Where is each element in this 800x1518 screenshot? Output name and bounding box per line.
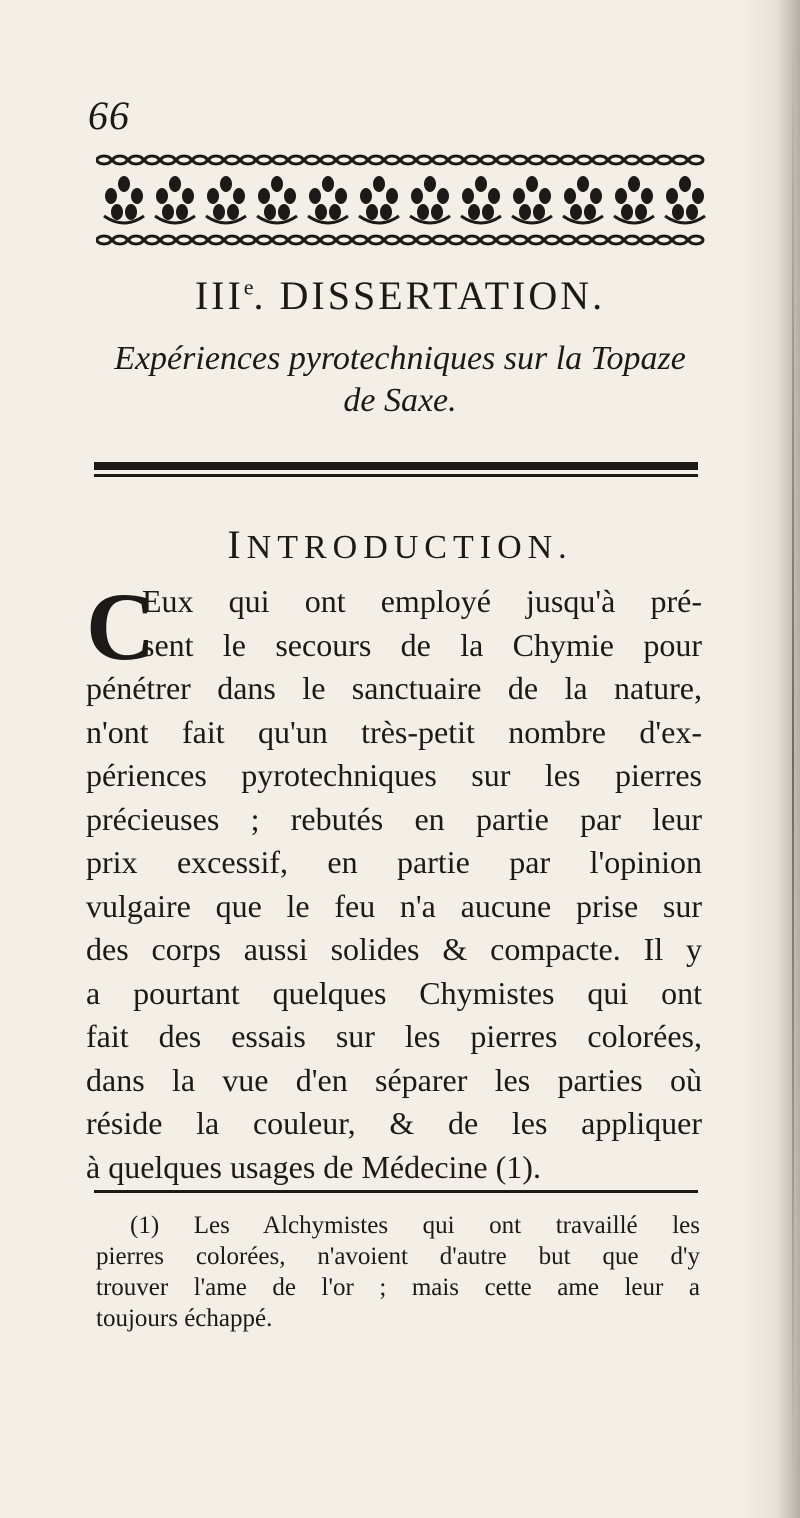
ornament-chain-link bbox=[321, 156, 335, 164]
ornament-chain-link bbox=[353, 236, 367, 244]
ornament-chain-link bbox=[545, 156, 559, 164]
ornament-chain-link bbox=[193, 236, 207, 244]
ornament-chain-link bbox=[161, 236, 175, 244]
ornament-chain-link bbox=[417, 236, 431, 244]
ornament-chain-link bbox=[385, 236, 399, 244]
ornament-chain-link bbox=[577, 236, 591, 244]
subtitle-line-2: de Saxe. bbox=[343, 382, 457, 419]
ornament-chain-link bbox=[673, 236, 687, 244]
body-line: à quelques usages de Médecine (1). bbox=[86, 1148, 541, 1185]
body-line: précieuses ; rebutés en partie par leur bbox=[86, 800, 702, 837]
ornament-chain-link bbox=[561, 156, 575, 164]
ornament-chain-link bbox=[257, 156, 271, 164]
fleuron-icon bbox=[410, 176, 450, 223]
ornament-chain-link bbox=[225, 236, 239, 244]
drop-cap: C bbox=[86, 573, 156, 680]
body-line: périences pyrotechniques sur les pierres bbox=[86, 757, 702, 793]
section-title: INTRODUCTION. bbox=[227, 522, 573, 567]
page-edge-shadow bbox=[740, 0, 800, 1518]
ornament-chain-link bbox=[593, 236, 607, 244]
body-line: réside la couleur, & de les appliquer bbox=[86, 1105, 702, 1141]
fleuron-icon bbox=[206, 176, 246, 223]
dissertation-subtitle bbox=[0, 338, 800, 422]
ornament-chain-link bbox=[161, 156, 175, 164]
divider-thin bbox=[94, 474, 698, 477]
divider-thick bbox=[94, 462, 698, 470]
page-edge-line bbox=[792, 40, 794, 1480]
ornament-chain-link bbox=[449, 156, 463, 164]
ornament-chain-link bbox=[465, 236, 479, 244]
ornament-chain-link bbox=[497, 156, 511, 164]
ornament-chain-link bbox=[609, 156, 623, 164]
ornament-chain-link bbox=[561, 236, 575, 244]
ornament-chain-link bbox=[593, 156, 607, 164]
ornament-chain-bottom bbox=[97, 236, 703, 244]
ornament-chain-link bbox=[177, 156, 191, 164]
ornament-chain-link bbox=[97, 236, 111, 244]
ornament-chain-link bbox=[145, 156, 159, 164]
ornament-chain-link bbox=[337, 156, 351, 164]
fleuron-icon bbox=[614, 176, 654, 223]
ornament-chain-link bbox=[145, 236, 159, 244]
ornament-chain-link bbox=[401, 236, 415, 244]
ornament-chain-link bbox=[465, 156, 479, 164]
footnote-line: trouver l'ame de l'or ; mais cette ame leur a bbox=[96, 1274, 700, 1301]
fleuron-icon bbox=[359, 176, 399, 223]
ornament-chain-link bbox=[369, 236, 383, 244]
ornament-chain-link bbox=[385, 156, 399, 164]
ornament-chain-link bbox=[497, 236, 511, 244]
ornament-chain-link bbox=[545, 236, 559, 244]
fleuron-icon bbox=[461, 176, 501, 223]
ornament-chain-link bbox=[257, 236, 271, 244]
footnote bbox=[96, 1210, 700, 1334]
ornament-chain-link bbox=[193, 156, 207, 164]
body-line: a pourtant quelques Chymistes qui ont bbox=[86, 974, 702, 1011]
ornament-chain-top bbox=[97, 156, 703, 164]
body-line: vulgaire que le feu n'a aucune prise sur bbox=[86, 887, 702, 924]
ornament-chain-link bbox=[481, 236, 495, 244]
body-line: n'ont fait qu'un très-petit nombre d'ex- bbox=[86, 713, 702, 750]
ornament-chain-link bbox=[481, 156, 495, 164]
ornament-chain-link bbox=[625, 236, 639, 244]
ornament-chain-link bbox=[305, 156, 319, 164]
ornament-chain-link bbox=[657, 236, 671, 244]
ornament-chain-link bbox=[305, 236, 319, 244]
body-line: pénétrer dans le sanctuaire de la nature, bbox=[86, 670, 702, 706]
ornament-chain-link bbox=[401, 156, 415, 164]
ornament-chain-link bbox=[513, 236, 527, 244]
ornament-chain-link bbox=[97, 156, 111, 164]
ornament-chain-link bbox=[177, 236, 191, 244]
ornament-chain-link bbox=[417, 156, 431, 164]
fleuron-icon bbox=[665, 176, 705, 223]
footnote-line: (1) Les Alchymistes qui ont travaillé les bbox=[130, 1212, 700, 1239]
ornament-chain-link bbox=[113, 156, 127, 164]
ornament-chain-link bbox=[113, 236, 127, 244]
ornament-chain-link bbox=[577, 156, 591, 164]
ornament-chain-link bbox=[689, 156, 703, 164]
ornament-chain-link bbox=[529, 156, 543, 164]
ornament-chain-link bbox=[609, 236, 623, 244]
ornament-chain-link bbox=[689, 236, 703, 244]
ornament-chain-link bbox=[273, 236, 287, 244]
page-number: 66 bbox=[88, 93, 130, 138]
fleuron-icon bbox=[512, 176, 552, 223]
ornament-chain-link bbox=[241, 236, 255, 244]
body-line: fait des essais sur les pierres colorées, bbox=[86, 1018, 702, 1054]
ornament-chain-link bbox=[273, 156, 287, 164]
decorative-ornament-band bbox=[96, 150, 706, 250]
ornament-chain-link bbox=[353, 156, 367, 164]
ornament-chain-link bbox=[433, 236, 447, 244]
ornament-chain-link bbox=[673, 156, 687, 164]
body-line: sent le secours de la Chymie pour bbox=[142, 626, 702, 663]
fleuron-icon bbox=[155, 176, 195, 223]
ornament-chain-link bbox=[241, 156, 255, 164]
ornament-chain-link bbox=[449, 236, 463, 244]
body-line: dans la vue d'en séparer les parties où bbox=[86, 1061, 702, 1098]
subtitle-line-1: Expériences pyrotechniques sur la Topaze bbox=[114, 340, 686, 377]
ornament-chain-link bbox=[657, 156, 671, 164]
ornament-chain-link bbox=[337, 236, 351, 244]
fleuron-icon bbox=[104, 176, 144, 223]
footnote-divider bbox=[94, 1190, 698, 1193]
ornament-chain-link bbox=[209, 156, 223, 164]
fleuron-icon bbox=[257, 176, 297, 223]
ornament-chain-link bbox=[369, 156, 383, 164]
dissertation-heading: IIIe. DISSERTATION. bbox=[194, 273, 606, 318]
fleuron-icon bbox=[563, 176, 603, 223]
body-line: prix excessif, en partie par l'opinion bbox=[86, 844, 702, 880]
body-paragraph bbox=[86, 573, 702, 1189]
ornament-chain-link bbox=[289, 156, 303, 164]
ornament-chain-link bbox=[513, 156, 527, 164]
ornament-chain-link bbox=[289, 236, 303, 244]
ornament-chain-link bbox=[529, 236, 543, 244]
ornament-chain-link bbox=[641, 236, 655, 244]
ornament-chain-link bbox=[641, 156, 655, 164]
ornament-chain-link bbox=[625, 156, 639, 164]
footnote-line: toujours échappé. bbox=[96, 1305, 273, 1332]
ornament-chain-link bbox=[225, 156, 239, 164]
footnote-line: pierres colorées, n'avoient d'autre but que d'y bbox=[96, 1243, 700, 1270]
fleuron-icon bbox=[308, 176, 348, 223]
ornament-chain-link bbox=[129, 156, 143, 164]
ornament-chain-link bbox=[433, 156, 447, 164]
ornament-chain-link bbox=[129, 236, 143, 244]
ornament-chain-link bbox=[321, 236, 335, 244]
body-line: Eux qui ont employé jusqu'à pré- bbox=[142, 583, 702, 619]
ornament-chain-link bbox=[209, 236, 223, 244]
ornament-flower-row bbox=[104, 176, 705, 223]
body-line: des corps aussi solides & compacte. Il y bbox=[86, 931, 702, 967]
